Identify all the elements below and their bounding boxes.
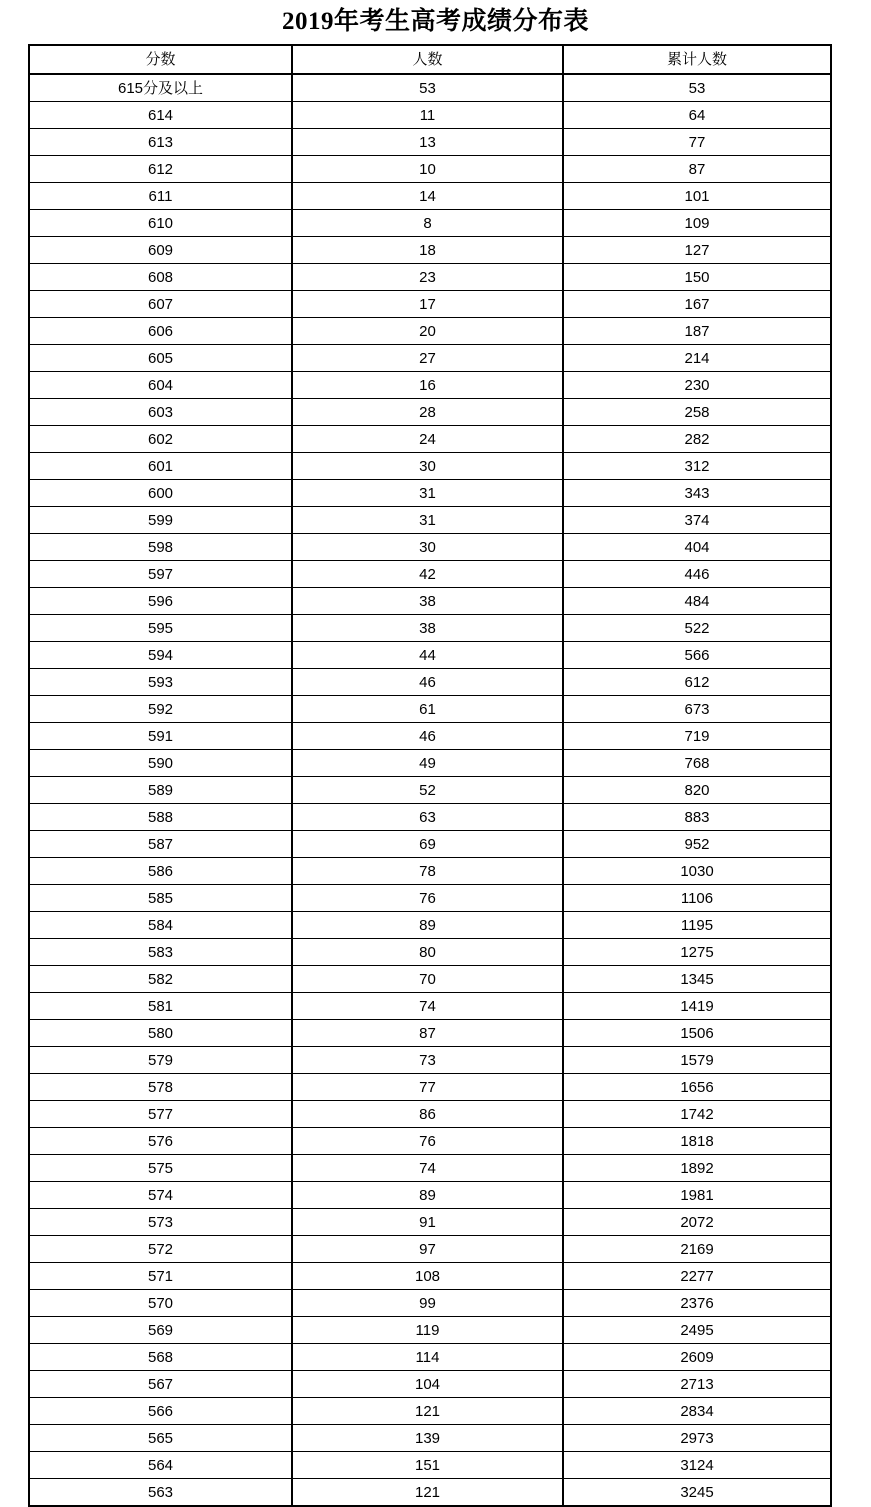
table-row [29, 237, 831, 264]
cell-score: 591 [29, 723, 292, 750]
cell-score: 606 [29, 318, 292, 345]
cell-count: 114 [292, 1344, 563, 1371]
cell-count: 80 [292, 939, 563, 966]
table-row [29, 588, 831, 615]
cell-score: 605 [29, 345, 292, 372]
table-row [29, 318, 831, 345]
table-row [29, 804, 831, 831]
table-row [29, 1398, 831, 1425]
table-header [29, 45, 831, 74]
table-row [29, 1371, 831, 1398]
table-row [29, 1479, 831, 1507]
cell-cumulative: 2713 [563, 1371, 831, 1398]
table-row [29, 264, 831, 291]
cell-count: 52 [292, 777, 563, 804]
cell-count: 108 [292, 1263, 563, 1290]
cell-count: 49 [292, 750, 563, 777]
cell-score: 577 [29, 1101, 292, 1128]
cell-count: 97 [292, 1236, 563, 1263]
cell-count: 30 [292, 453, 563, 480]
cell-score: 567 [29, 1371, 292, 1398]
cell-count: 76 [292, 1128, 563, 1155]
table-row [29, 291, 831, 318]
cell-score: 611 [29, 183, 292, 210]
table-row [29, 966, 831, 993]
cell-count: 13 [292, 129, 563, 156]
table-row [29, 1101, 831, 1128]
cell-score: 578 [29, 1074, 292, 1101]
cell-count: 31 [292, 507, 563, 534]
cell-count: 74 [292, 993, 563, 1020]
table-row [29, 1263, 831, 1290]
cell-cumulative: 374 [563, 507, 831, 534]
column-header-score: 分数 [29, 45, 292, 74]
cell-count: 69 [292, 831, 563, 858]
cell-score: 593 [29, 669, 292, 696]
cell-cumulative: 3124 [563, 1452, 831, 1479]
cell-cumulative: 404 [563, 534, 831, 561]
cell-count: 89 [292, 912, 563, 939]
cell-cumulative: 187 [563, 318, 831, 345]
cell-cumulative: 2277 [563, 1263, 831, 1290]
table-row [29, 642, 831, 669]
cell-score: 590 [29, 750, 292, 777]
cell-cumulative: 109 [563, 210, 831, 237]
cell-count: 42 [292, 561, 563, 588]
table-row [29, 534, 831, 561]
table-row [29, 129, 831, 156]
table-row [29, 1344, 831, 1371]
cell-count: 61 [292, 696, 563, 723]
table-row [29, 831, 831, 858]
cell-cumulative: 1195 [563, 912, 831, 939]
cell-cumulative: 2072 [563, 1209, 831, 1236]
cell-cumulative: 77 [563, 129, 831, 156]
table-row [29, 156, 831, 183]
cell-score: 614 [29, 102, 292, 129]
cell-cumulative: 101 [563, 183, 831, 210]
cell-cumulative: 1106 [563, 885, 831, 912]
table-row [29, 1317, 831, 1344]
cell-cumulative: 1579 [563, 1047, 831, 1074]
cell-cumulative: 1981 [563, 1182, 831, 1209]
cell-cumulative: 1419 [563, 993, 831, 1020]
cell-count: 28 [292, 399, 563, 426]
cell-cumulative: 673 [563, 696, 831, 723]
cell-score: 570 [29, 1290, 292, 1317]
cell-cumulative: 3245 [563, 1479, 831, 1507]
cell-cumulative: 522 [563, 615, 831, 642]
cell-score: 565 [29, 1425, 292, 1452]
cell-score: 588 [29, 804, 292, 831]
cell-cumulative: 2834 [563, 1398, 831, 1425]
cell-cumulative: 167 [563, 291, 831, 318]
cell-cumulative: 1030 [563, 858, 831, 885]
table-row [29, 1020, 831, 1047]
cell-count: 121 [292, 1479, 563, 1507]
cell-cumulative: 768 [563, 750, 831, 777]
table-row [29, 912, 831, 939]
cell-count: 77 [292, 1074, 563, 1101]
cell-count: 91 [292, 1209, 563, 1236]
cell-count: 17 [292, 291, 563, 318]
table-row [29, 723, 831, 750]
cell-score: 601 [29, 453, 292, 480]
cell-score: 603 [29, 399, 292, 426]
cell-count: 44 [292, 642, 563, 669]
cell-cumulative: 952 [563, 831, 831, 858]
cell-count: 89 [292, 1182, 563, 1209]
cell-score: 598 [29, 534, 292, 561]
table-row [29, 1290, 831, 1317]
cell-cumulative: 150 [563, 264, 831, 291]
cell-score: 613 [29, 129, 292, 156]
table-row [29, 1047, 831, 1074]
cell-cumulative: 484 [563, 588, 831, 615]
cell-score: 586 [29, 858, 292, 885]
cell-count: 151 [292, 1452, 563, 1479]
cell-count: 119 [292, 1317, 563, 1344]
cell-score: 573 [29, 1209, 292, 1236]
cell-cumulative: 1506 [563, 1020, 831, 1047]
cell-score: 600 [29, 480, 292, 507]
cell-count: 46 [292, 723, 563, 750]
cell-count: 104 [292, 1371, 563, 1398]
cell-cumulative: 343 [563, 480, 831, 507]
cell-count: 16 [292, 372, 563, 399]
cell-cumulative: 53 [563, 74, 831, 102]
cell-count: 31 [292, 480, 563, 507]
cell-count: 46 [292, 669, 563, 696]
cell-cumulative: 214 [563, 345, 831, 372]
cell-cumulative: 446 [563, 561, 831, 588]
cell-score: 612 [29, 156, 292, 183]
table-row [29, 669, 831, 696]
table-row [29, 561, 831, 588]
cell-cumulative: 312 [563, 453, 831, 480]
cell-score: 580 [29, 1020, 292, 1047]
cell-cumulative: 282 [563, 426, 831, 453]
cell-score: 572 [29, 1236, 292, 1263]
table-row [29, 1155, 831, 1182]
cell-count: 74 [292, 1155, 563, 1182]
cell-count: 38 [292, 588, 563, 615]
cell-count: 10 [292, 156, 563, 183]
cell-score: 571 [29, 1263, 292, 1290]
cell-score: 585 [29, 885, 292, 912]
cell-cumulative: 1656 [563, 1074, 831, 1101]
table-row [29, 507, 831, 534]
cell-count: 27 [292, 345, 563, 372]
cell-count: 38 [292, 615, 563, 642]
cell-score: 589 [29, 777, 292, 804]
table-row [29, 777, 831, 804]
table-row [29, 345, 831, 372]
cell-score: 581 [29, 993, 292, 1020]
score-distribution-table-wrapper [28, 44, 830, 1507]
cell-score: 602 [29, 426, 292, 453]
cell-count: 73 [292, 1047, 563, 1074]
cell-cumulative: 2973 [563, 1425, 831, 1452]
cell-cumulative: 87 [563, 156, 831, 183]
cell-score: 569 [29, 1317, 292, 1344]
table-row [29, 453, 831, 480]
cell-score: 597 [29, 561, 292, 588]
cell-count: 86 [292, 1101, 563, 1128]
cell-cumulative: 2169 [563, 1236, 831, 1263]
cell-count: 11 [292, 102, 563, 129]
table-row [29, 858, 831, 885]
cell-count: 20 [292, 318, 563, 345]
cell-score: 568 [29, 1344, 292, 1371]
cell-score: 566 [29, 1398, 292, 1425]
cell-cumulative: 883 [563, 804, 831, 831]
table-row [29, 102, 831, 129]
cell-score: 610 [29, 210, 292, 237]
table-row [29, 1074, 831, 1101]
cell-score: 583 [29, 939, 292, 966]
cell-score: 608 [29, 264, 292, 291]
cell-score: 564 [29, 1452, 292, 1479]
cell-count: 63 [292, 804, 563, 831]
cell-cumulative: 566 [563, 642, 831, 669]
cell-score: 604 [29, 372, 292, 399]
table-row [29, 1236, 831, 1263]
cell-score: 582 [29, 966, 292, 993]
cell-count: 23 [292, 264, 563, 291]
cell-cumulative: 1345 [563, 966, 831, 993]
cell-count: 121 [292, 1398, 563, 1425]
table-row [29, 1128, 831, 1155]
table-row [29, 993, 831, 1020]
cell-count: 70 [292, 966, 563, 993]
cell-cumulative: 1742 [563, 1101, 831, 1128]
table-body [29, 74, 831, 1506]
table-row [29, 696, 831, 723]
cell-score: 579 [29, 1047, 292, 1074]
cell-score: 599 [29, 507, 292, 534]
cell-cumulative: 230 [563, 372, 831, 399]
table-row [29, 1425, 831, 1452]
table-header-row [29, 45, 831, 74]
cell-score: 596 [29, 588, 292, 615]
table-row [29, 372, 831, 399]
cell-count: 30 [292, 534, 563, 561]
cell-score: 595 [29, 615, 292, 642]
cell-count: 76 [292, 885, 563, 912]
table-row [29, 183, 831, 210]
cell-cumulative: 1275 [563, 939, 831, 966]
table-row [29, 399, 831, 426]
table-row [29, 885, 831, 912]
page-title: 2019年考生高考成绩分布表 [281, 8, 589, 35]
column-header-cumulative: 累计人数 [563, 45, 831, 74]
table-row [29, 1209, 831, 1236]
table-row [29, 1182, 831, 1209]
cell-count: 87 [292, 1020, 563, 1047]
cell-cumulative: 258 [563, 399, 831, 426]
cell-cumulative: 64 [563, 102, 831, 129]
cell-cumulative: 820 [563, 777, 831, 804]
table-row [29, 426, 831, 453]
cell-count: 8 [292, 210, 563, 237]
cell-cumulative: 612 [563, 669, 831, 696]
cell-score: 594 [29, 642, 292, 669]
cell-score: 576 [29, 1128, 292, 1155]
table-row [29, 480, 831, 507]
cell-cumulative: 1892 [563, 1155, 831, 1182]
table-row [29, 939, 831, 966]
cell-score: 574 [29, 1182, 292, 1209]
cell-count: 99 [292, 1290, 563, 1317]
cell-count: 24 [292, 426, 563, 453]
table-row [29, 750, 831, 777]
cell-cumulative: 719 [563, 723, 831, 750]
cell-count: 14 [292, 183, 563, 210]
cell-score: 592 [29, 696, 292, 723]
cell-cumulative: 2609 [563, 1344, 831, 1371]
cell-cumulative: 1818 [563, 1128, 831, 1155]
cell-score: 563 [29, 1479, 292, 1507]
cell-count: 18 [292, 237, 563, 264]
table-row [29, 210, 831, 237]
cell-score: 609 [29, 237, 292, 264]
column-header-count: 人数 [292, 45, 563, 74]
cell-score: 584 [29, 912, 292, 939]
cell-count: 78 [292, 858, 563, 885]
cell-score: 615分及以上 [29, 74, 292, 102]
cell-score: 575 [29, 1155, 292, 1182]
cell-score: 607 [29, 291, 292, 318]
table-row [29, 74, 831, 102]
cell-count: 139 [292, 1425, 563, 1452]
cell-score: 587 [29, 831, 292, 858]
table-row [29, 615, 831, 642]
score-distribution-table [28, 44, 832, 1507]
table-row [29, 1452, 831, 1479]
cell-cumulative: 2376 [563, 1290, 831, 1317]
cell-cumulative: 2495 [563, 1317, 831, 1344]
cell-count: 53 [292, 74, 563, 102]
cell-cumulative: 127 [563, 237, 831, 264]
